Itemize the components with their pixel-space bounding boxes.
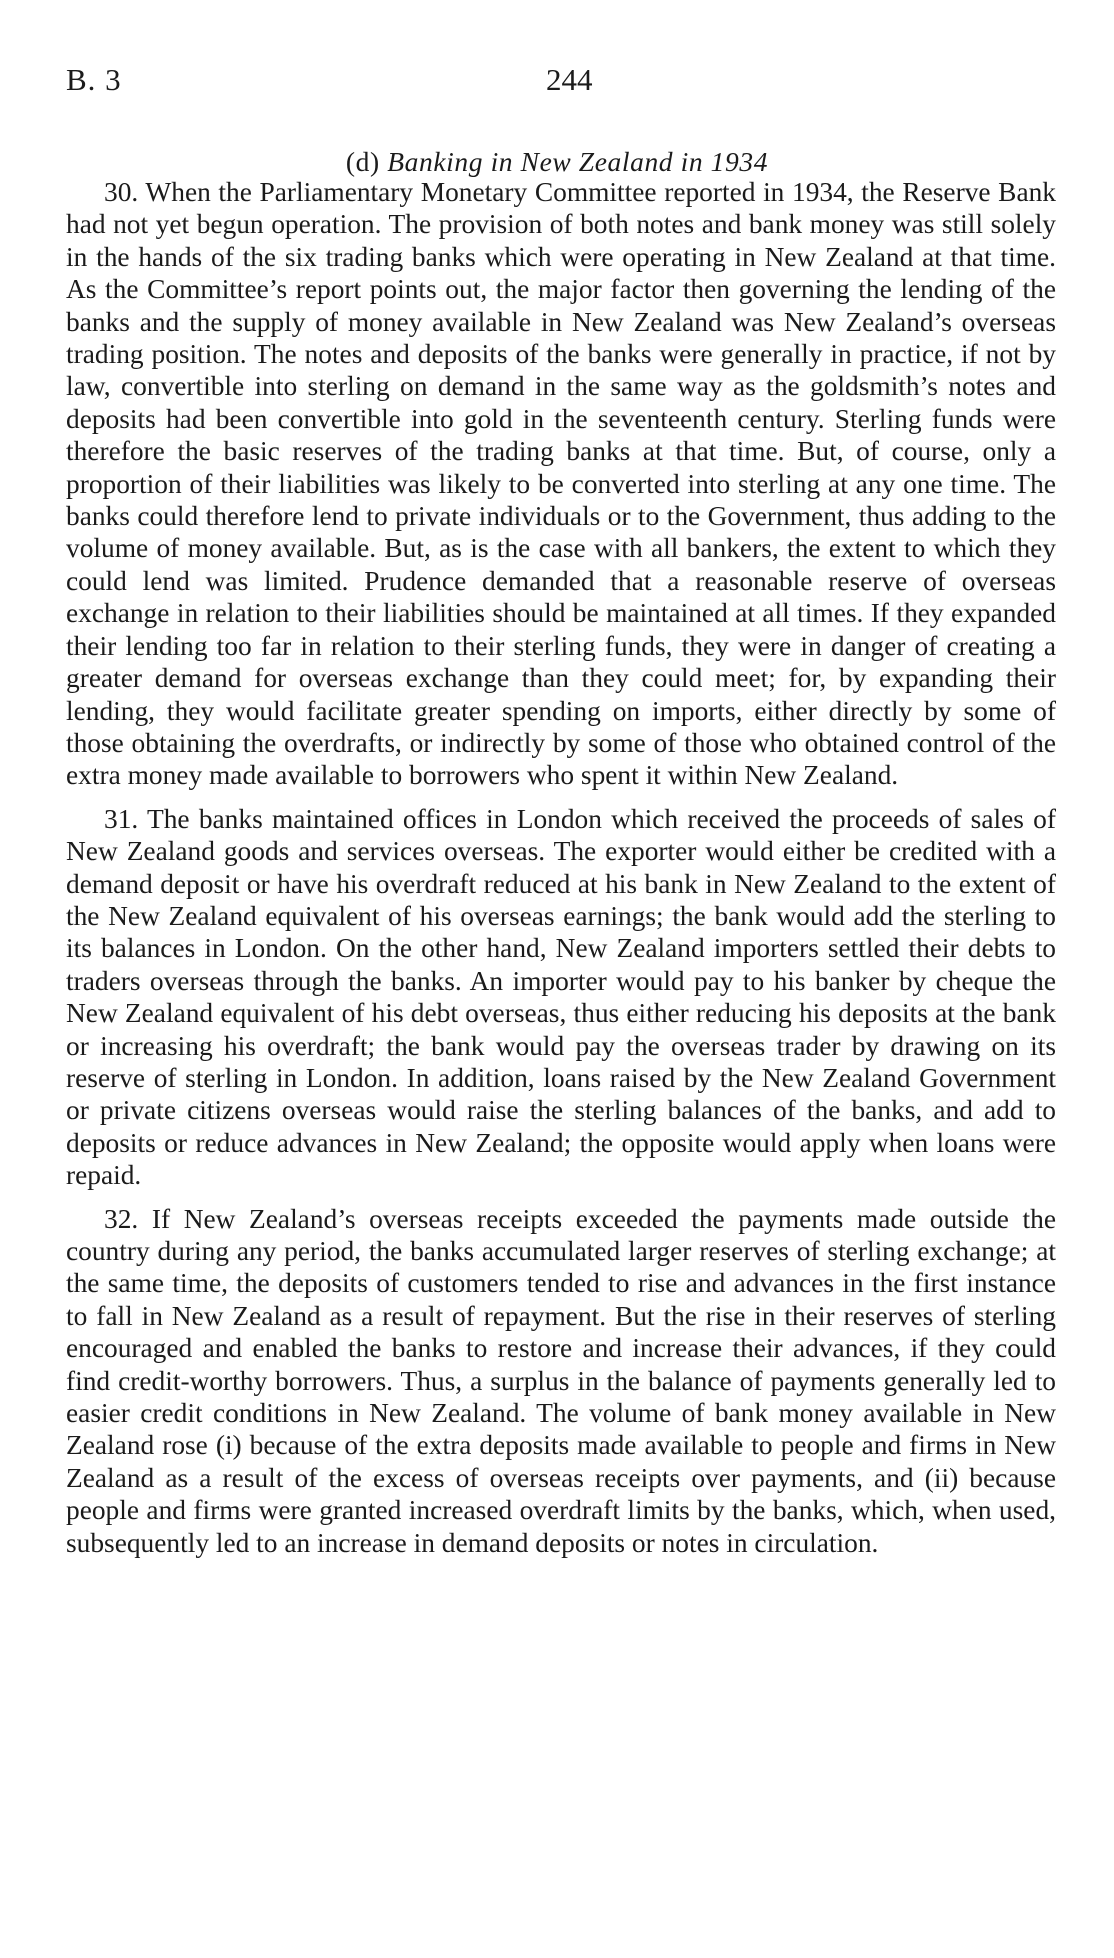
section-heading [0,146,1114,178]
paragraph-30 [66,176,1056,792]
section-label: (d) [345,146,380,177]
paragraph-32 [66,1203,1056,1559]
paragraph-number: 31. [104,803,139,834]
section-title: Banking in New Zealand in 1934 [387,146,769,177]
paragraph-text: If New Zealand’s overseas receipts exceeded the payments made outside the country during any period, the banks accumulated larger reserves of sterling exchange; at the same time, the deposits of customers tended to rise and advances in the first instance to fall in New Zealand as a result of repayment. But the rise in their reserves of sterling encouraged and enabled the banks to restore and increase their advances, if they could find credit-worthy borrowers. Thus, a surplus in the balance of payments generally led to easier credit conditions in New Zealand. The volume of bank money available in New Zealand rose (i) because of the extra deposits made available to people and firms in New Zealand as a result of the excess of overseas receipts over payments, and (ii) because people and firms were granted increased overdraft limits by the banks, which, when used, subsequently led to an increase in demand deposits or notes in circulation. [66,1203,1056,1558]
paragraph-number: 32. [104,1203,139,1234]
page-header [66,62,1056,106]
paragraph-text: When the Parliamentary Monetary Committee reported in 1934, the Reserve Bank had not yet begun operation. The provision of both notes and bank money was still solely in the hands of the six trading banks which were operating in New Zealand at that time. As the Committee’s report points out, the major factor then governing the lending of the banks and the supply of money available in New Zealand was New Zealand’s overseas trading position. The notes and deposits of the banks were generally in practice, if not by law, convertible into sterling on demand in the same way as the goldsmith’s notes and deposits had been convertible into gold in the seventeenth century. Sterling funds were therefore the basic reserves of the trading banks at that time. But, of course, only a proportion of their liabilities was likely to be converted into sterling at any one time. The banks could therefore lend to private individuals or to the Government, thus adding to the volume of money available. But, as is the case with all bankers, the extent to which they could lend was limited. Prudence demanded that a reasonable reserve of overseas exchange in relation to their liabilities should be maintained at all times. If they expanded their lending too far in relation to their sterling funds, they were in danger of creating a greater demand for overseas exchange than they could meet; for, by expanding their lending, they would facilitate greater spending on imports, either directly by some of those obtaining the overdrafts, or indirectly by some of those who obtained control of the extra money made available to borrowers who spent it within New Zealand. [66,177,1056,791]
page-number: 244 [546,62,593,97]
paragraph-text: The banks maintained offices in London which received the proceeds of sales of New Zealand goods and services overseas. The exporter would either be credited with a demand deposit or have his overdraft reduced at his bank in New Zealand to the extent of the New Zealand equivalent of his overseas earnings; the bank would add the sterling to its balances in London. On the other hand, New Zealand importers settled their debts to traders overseas through the banks. An importer would pay to his banker by cheque the New Zealand equivalent of his debt overseas, thus either reducing his deposits at the bank or increasing his overdraft; the bank would pay the overseas trader by drawing on its reserve of sterling in London. In addition, loans raised by the New Zealand Government or private citizens overseas would raise the sterling balances of the banks, and add to deposits or reduce advances in New Zealand; the opposite would apply when loans were repaid. [66,803,1056,1191]
document-reference: B. 3 [66,62,122,97]
text-body [66,176,1056,1570]
paragraph-number: 30. [104,177,139,207]
paragraph-31 [66,803,1056,1192]
